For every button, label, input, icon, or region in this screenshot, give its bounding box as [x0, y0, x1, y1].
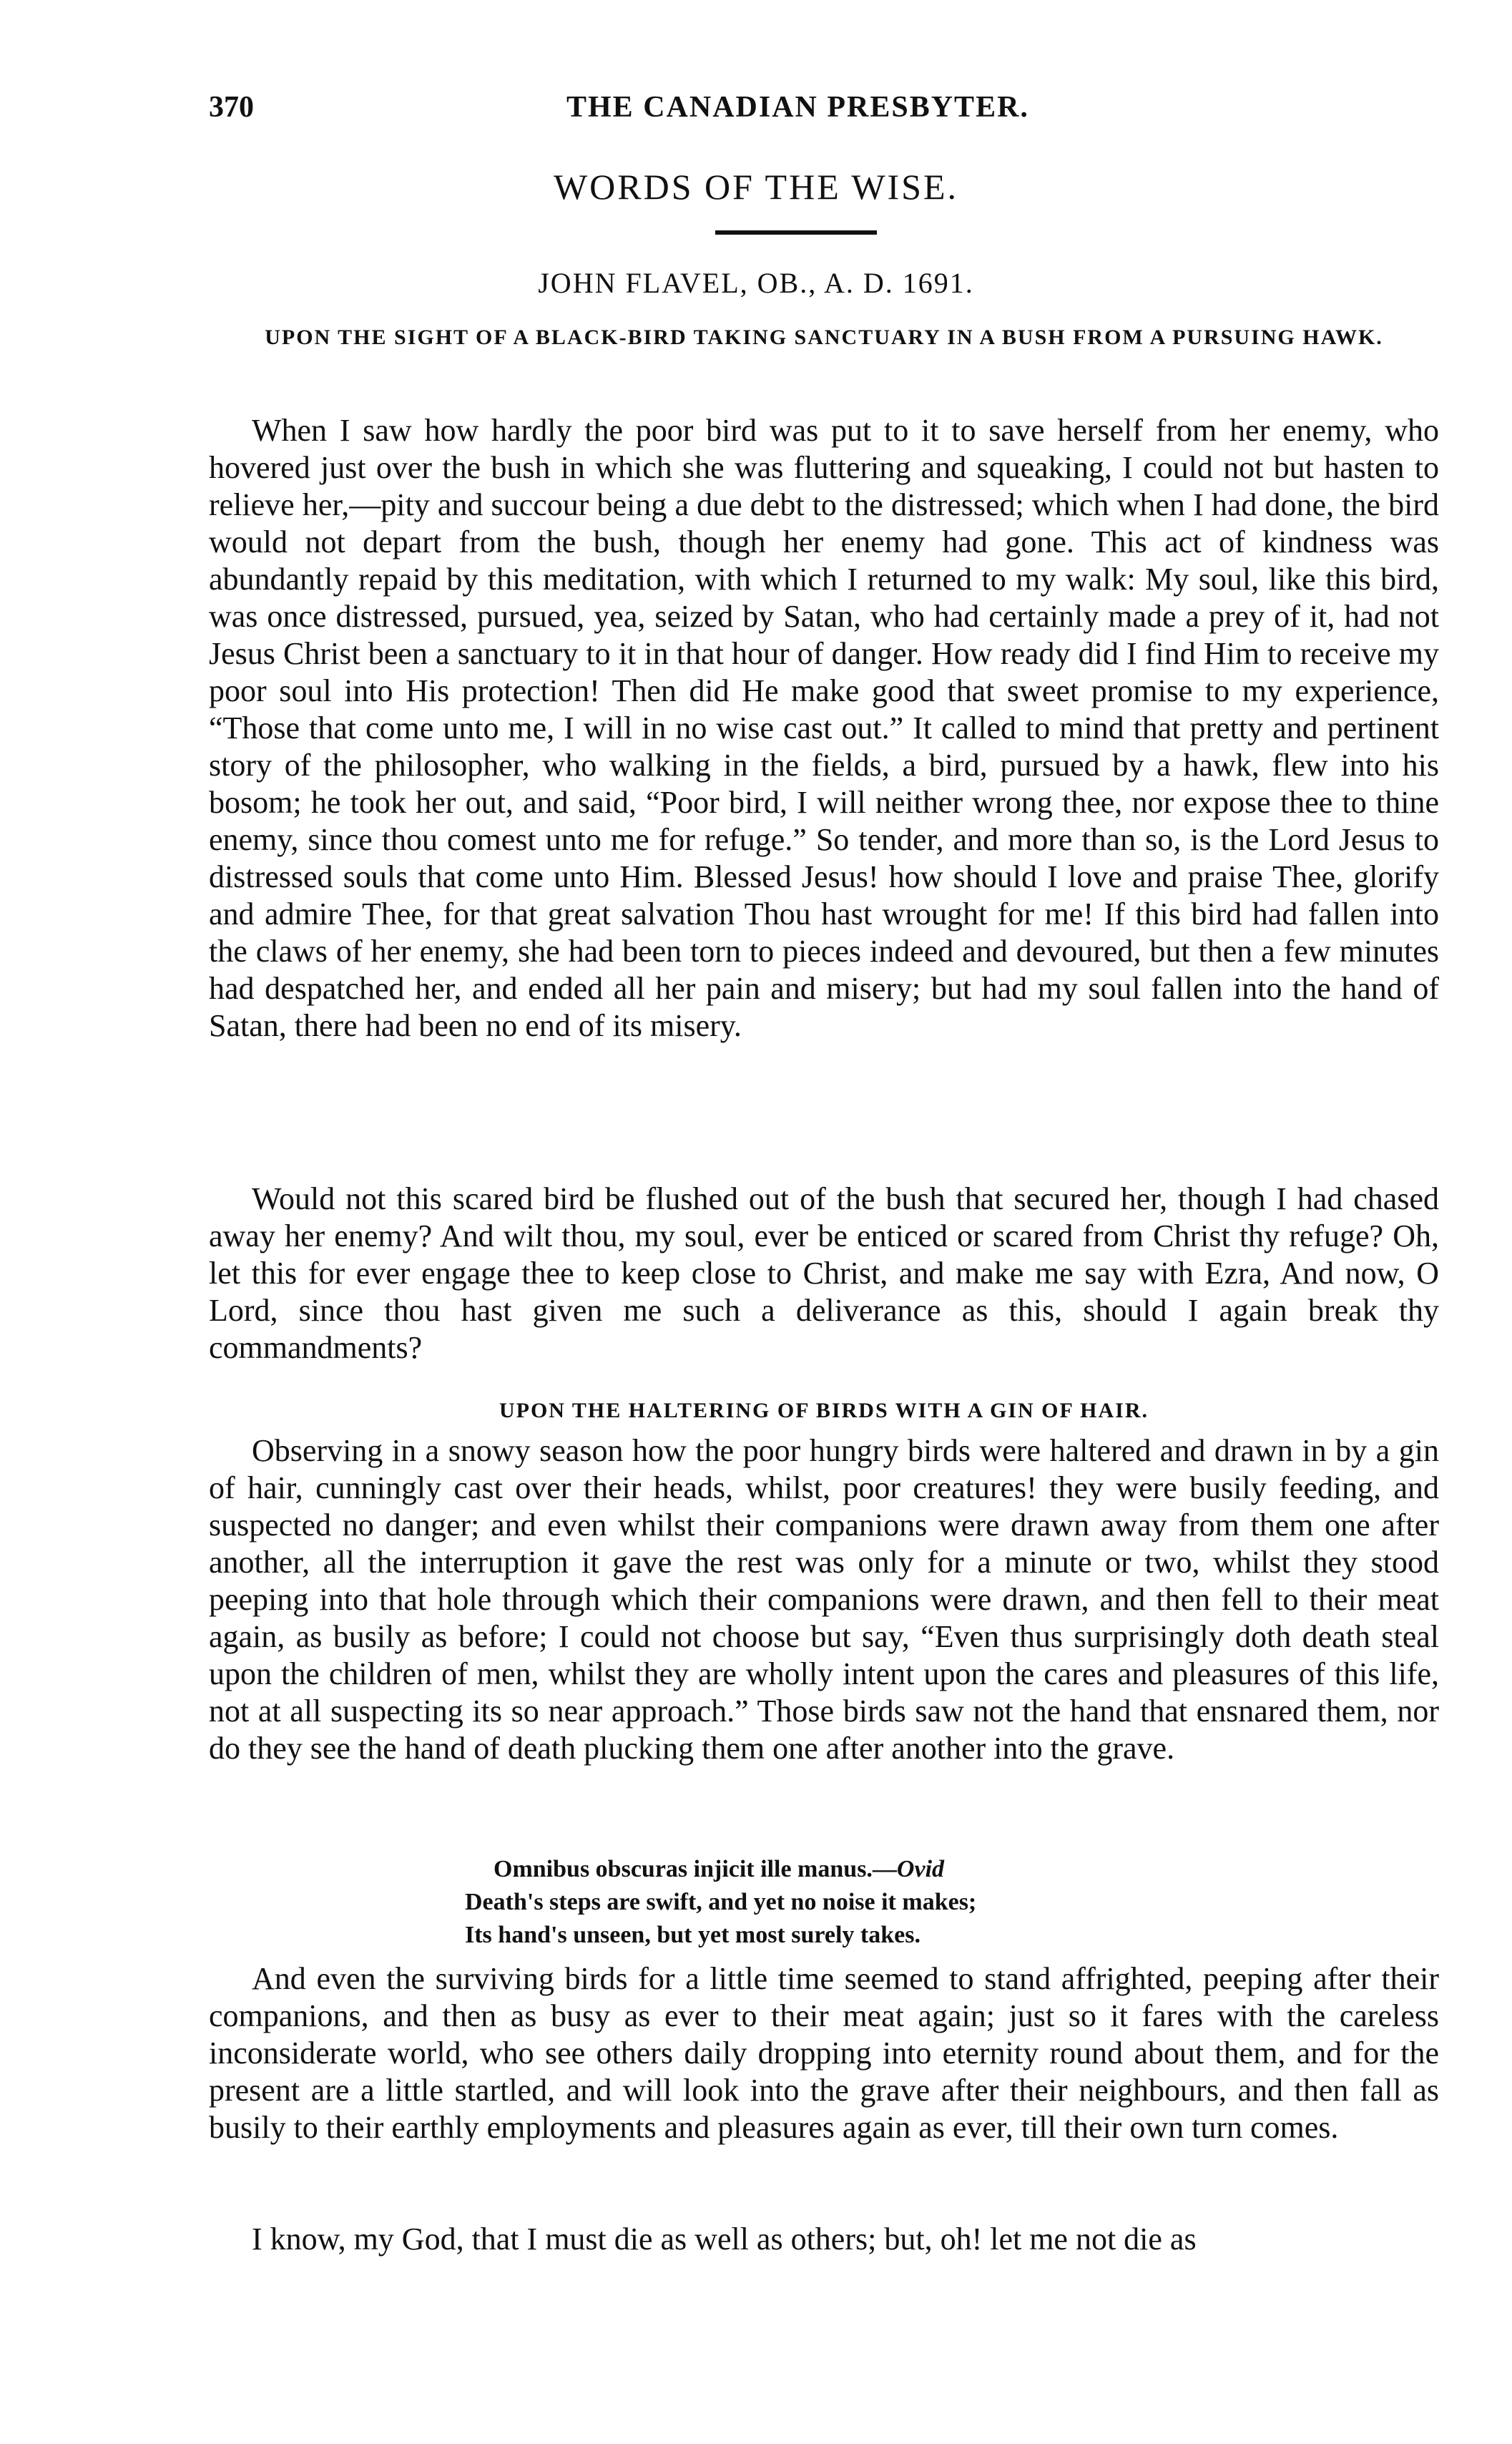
- paragraph-blackbird-1: When I saw how hardly the poor bird was put to it to save herself from her enemy, who hovered just over the bush in which she was fluttering and squeaking, I could not but hasten to relieve her,—pity and succour being a due debt to the distressed; which when I had done, the bird would not depart from the bush, though her enemy had gone. This act of kindness was abundantly repaid by this meditation, with which I returned to my walk: My soul, like this bird, was once distressed, pursued, yea, seized by Satan, who had certainly made a prey of it, had not Jesus Christ been a sanctuary to it in that hour of danger. How ready did I find Him to receive my poor soul into His protection! Then did He make good that sweet promise to my experience, “Those that come unto me, I will in no wise cast out.” It called to mind that pretty and pertinent story of the philosopher, who walking in the fields, a bird, pursued by a hawk, flew into his bosom; he took her out, and said, “Poor bird, I will neither wrong thee, nor expose thee to thine enemy, since thou comest unto me for refuge.” So tender, and more than so, is the Lord Jesus to distressed souls that come unto Him. Blessed Jesus! how should I love and praise Thee, glorify and admire Thee, for that great salvation Thou hast wrought for me! If this bird had fallen into the claws of her enemy, she had been torn to pieces indeed and devoured, but then a few minutes had despatched her, and ended all her pain and misery; but had my soul fallen into the hand of Satan, there had been no end of its misery.: [209, 413, 1439, 1043]
- section-heading-blackbird: UPON THE SIGHT OF A BLACK-BIRD TAKING SANCTUARY IN A BUSH FROM A PURSUING HAWK.: [265, 326, 1383, 349]
- article-title: WORDS OF THE WISE.: [553, 167, 959, 207]
- page-number: 370: [209, 91, 254, 124]
- verse-line-3: Its hand's unseen, but yet most surely takes.: [465, 1922, 921, 1948]
- verse-line-latin: [465, 1853, 1252, 1886]
- title-rule: [715, 230, 877, 235]
- paragraph-haltering-2: And even the surviving birds for a little time seemed to stand affrighted, peeping after their companions, and then as busy as ever to their meat again; just so it fares with the careless inconsiderate world, who see others daily dropping into eternity round about them, and for the present are a little startled, and will look into the grave after their neighbours, and then fall as busily to their earthly employments and pleasures again as ever, till their own turn comes.: [209, 1961, 1439, 2145]
- verse-latin-text: Omnibus obscuras injicit ille manus.—: [494, 1856, 897, 1882]
- author-line: JOHN FLAVEL, OB., A. D. 1691.: [538, 267, 974, 299]
- verse-quote: [465, 1853, 1252, 1952]
- running-head: [209, 90, 1439, 136]
- paragraph-haltering-3: I know, my God, that I must die as well as others; but, oh! let me not die as: [252, 2221, 1197, 2257]
- section-heading-haltering: UPON THE HALTERING OF BIRDS WITH A GIN OF HAIR.: [499, 1399, 1149, 1422]
- verse-line-2: Death's steps are swift, and yet no noise it makes;: [465, 1889, 977, 1915]
- paragraph-haltering-1: Observing in a snowy season how the poor hungry birds were haltered and drawn in by a gin of hair, cunningly cast over their heads, whilst, poor creatures! they were busily feeding, and suspected no danger; and even whilst their companions were drawn away from them one after another, all the interruption it gave the rest was only for a minute or two, whilst they stood peeping into that hole through which their companions were drawn, and then fell to their meat again, as busily as before; I could not choose but say, “Even thus surprisingly doth death steal upon the children of men, whilst they are wholly intent upon the cares and pleasures of this life, not at all suspecting its so near approach.” Those birds saw not the hand that ensnared them, nor do they see the hand of death plucking them one after another into the grave.: [209, 1433, 1439, 1766]
- paragraph-blackbird-2: Would not this scared bird be flushed out of the bush that secured her, though I had chased away her enemy? And wilt thou, my soul, ever be enticed or scared from Christ thy refuge? Oh, let this for ever engage thee to keep close to Christ, and make me say with Ezra, And now, O Lord, since thou hast given me such a deliverance as this, should I again break thy commandments?: [209, 1181, 1439, 1365]
- journal-title: THE CANADIAN PRESBYTER.: [566, 91, 1029, 124]
- verse-attribution: Ovid: [896, 1856, 945, 1882]
